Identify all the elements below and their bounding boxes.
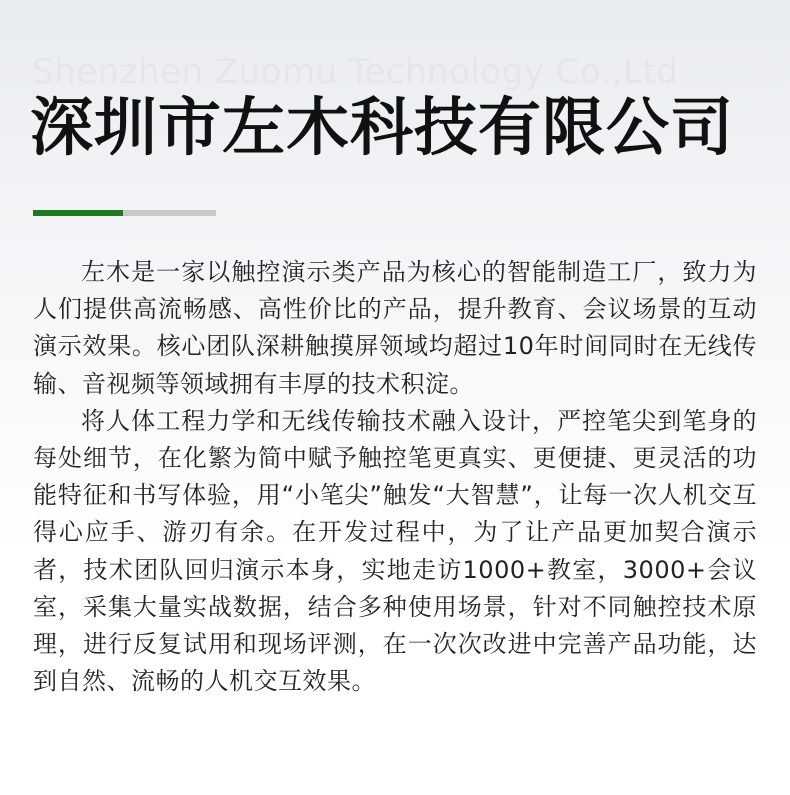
- divider-accent-segment: [33, 210, 123, 216]
- intro-paragraph-2: 将人体工程力学和无线传输技术融入设计，严控笔尖到笔身的每处细节，在化繁为简中赋予触控笔更真实、更便捷、更灵活的功能特征和书写体验，用“小笔尖”触发“大智慧”，让每一次人机交互得心应手、游刃有余。在开发过程中，为了让产品更加契合演示者，技术团队回归演示本身，实地走访1000+教室，3000+会议室，采集大量实战数据，结合多种使用场景，针对不同触控技术原理，进行反复试用和现场评测，在一次次改进中完善产品功能，达到自然、流畅的人机交互效果。: [33, 406, 757, 696]
- divider-gray-segment: [123, 210, 216, 216]
- intro-body: [33, 254, 757, 700]
- title-divider: [33, 210, 216, 216]
- intro-paragraph-1: 左木是一家以触控演示类产品为核心的智能制造工厂，致力为人们提供高流畅感、高性价比的产品，提升教育、会议场景的互动演示效果。核心团队深耕触摸屏领域均超过10年时间同时在无线传输、音视频等领域拥有丰厚的技术积淀。: [33, 258, 757, 398]
- english-company-name-watermark: Shenzhen Zuomu Technology Co.,Ltd: [32, 52, 679, 92]
- company-title: 深圳市左木科技有限公司: [30, 91, 734, 164]
